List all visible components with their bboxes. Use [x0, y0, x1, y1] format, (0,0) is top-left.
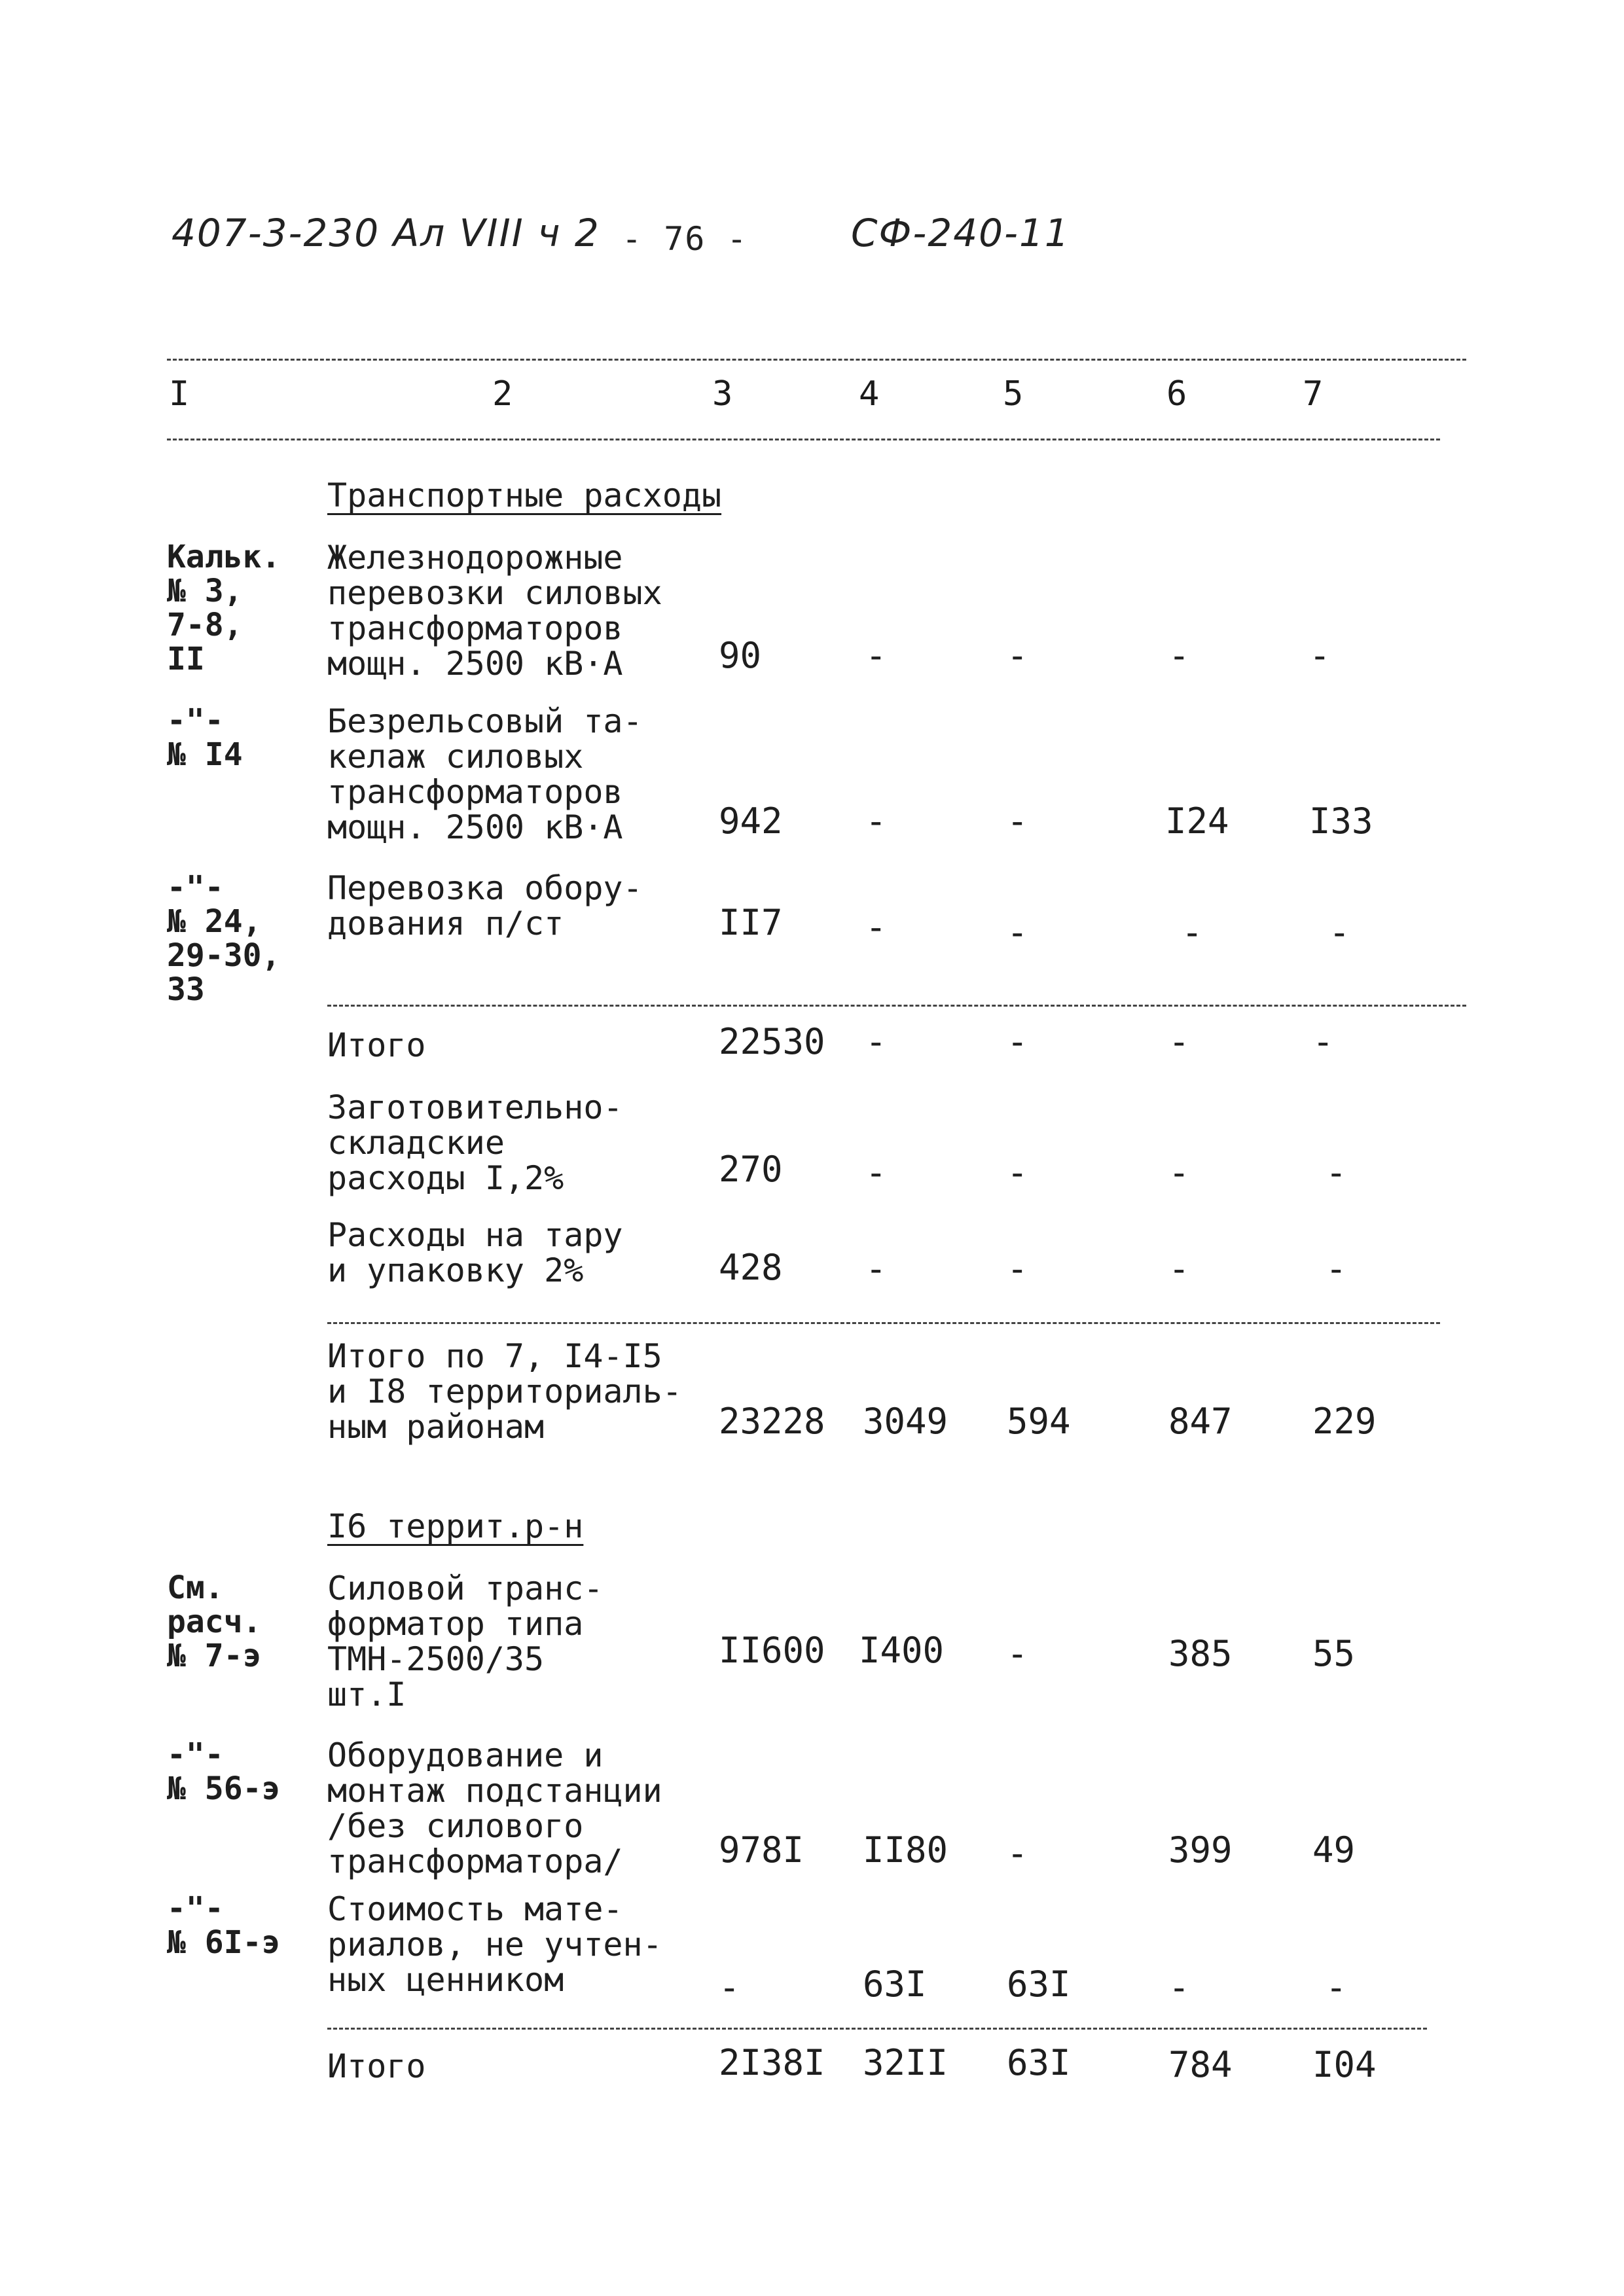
cell-col6: 847	[1168, 1401, 1233, 1442]
cell-col4: 3049	[863, 1401, 948, 1442]
cell-col5: -	[1007, 1021, 1028, 1062]
cell-col3: 270	[719, 1149, 783, 1190]
table-header-rule	[167, 439, 1440, 440]
cell-col3: 428	[719, 1247, 783, 1288]
cell-col7: 55	[1312, 1633, 1356, 1674]
row-reference: -"- № I4	[167, 702, 243, 773]
cell-col6: 784	[1168, 2044, 1233, 2085]
cell-col4: -	[865, 1248, 887, 1289]
cell-col4: 32II	[863, 2042, 948, 2083]
cell-col6: -	[1168, 1152, 1190, 1193]
cell-col5: -	[1007, 635, 1028, 676]
cell-col6: -	[1168, 635, 1190, 676]
cell-col5: -	[1007, 800, 1028, 842]
row-description: Итого	[327, 2047, 426, 2085]
cell-col4: I400	[859, 1630, 945, 1671]
cell-col6: -	[1182, 912, 1203, 953]
cell-col4: -	[865, 1021, 887, 1062]
column-number-6: 6	[1166, 374, 1187, 414]
row-description: Оборудование и монтаж подстанции /без силового трансформатора/	[327, 1736, 662, 1880]
cell-col6: -	[1168, 1967, 1190, 2008]
cell-col7: I33	[1309, 800, 1373, 842]
row-reference: См. расч. № 7-э	[167, 1570, 262, 1674]
cell-col5: -	[1007, 1833, 1028, 1874]
cell-col5: -	[1007, 1633, 1028, 1674]
column-number-3: 3	[712, 374, 733, 414]
section-heading-territory-16: I6 террит.р-н	[327, 1507, 584, 1545]
cell-col4: -	[865, 906, 887, 948]
row-reference: -"- № 56-э	[167, 1736, 281, 1807]
cell-col7: 49	[1312, 1829, 1356, 1871]
row-description: Силовой транс- форматор типа ТМН-2500/35 шт.I	[327, 1570, 604, 1713]
row-reference: Кальк. № 3, 7-8, II	[167, 539, 281, 677]
cell-col5: 63I	[1007, 2042, 1071, 2083]
document-code: 407-3-230 Ал VIII ч 2	[171, 211, 600, 255]
row-description: Итого по 7, I4-I5 и I8 территориаль- ным районам	[327, 1337, 682, 1446]
cell-col7: -	[1312, 1021, 1334, 1062]
row-description: Итого	[327, 1026, 426, 1064]
row-description: Заготовительно- складские расходы I,2%	[327, 1088, 623, 1197]
row-reference: -"- № 6I-э	[167, 1890, 281, 1961]
cell-col6: 399	[1168, 1829, 1233, 1871]
cell-col5: -	[1007, 1152, 1028, 1193]
cell-col3: -	[719, 1967, 740, 2008]
cell-col3: II600	[719, 1630, 825, 1671]
cell-col4: II80	[863, 1829, 948, 1871]
cell-col4: -	[865, 800, 887, 842]
cell-col5: 594	[1007, 1401, 1071, 1442]
cell-col7: -	[1329, 912, 1350, 953]
cell-col3: 22530	[719, 1021, 825, 1062]
cell-col7: 229	[1312, 1401, 1377, 1442]
cell-col4: 63I	[863, 1964, 927, 2005]
subtotal-rule	[327, 1005, 1466, 1007]
row-description: Расходы на тару и упаковку 2%	[327, 1216, 623, 1289]
row-reference: -"- № 24, 29-30, 33	[167, 869, 281, 1008]
column-number-4: 4	[859, 374, 880, 414]
section-heading-transport: Транспортные расходы	[327, 476, 722, 514]
row-description: Стоимость мате- риалов, не учтен- ных ценником	[327, 1890, 662, 1999]
cell-col3: 2I38I	[719, 2042, 825, 2083]
cell-col4: -	[865, 1152, 887, 1193]
column-number-1: I	[169, 374, 190, 414]
column-number-2: 2	[492, 374, 513, 414]
cell-col7: -	[1309, 635, 1331, 676]
cell-col4: -	[865, 635, 887, 676]
row-description: Железнодорожные перевозки силовых трансформаторов мощн. 2500 кВ·А	[327, 539, 662, 683]
sheet-code: СФ-240-11	[851, 211, 1070, 255]
row-description: Перевозка обору- дования п/ст	[327, 869, 643, 942]
cell-col3: II7	[719, 902, 783, 943]
page-number: - 76 -	[622, 220, 748, 258]
cell-col6: -	[1168, 1021, 1190, 1062]
subtotal-rule	[327, 1322, 1440, 1324]
cell-col7: I04	[1312, 2044, 1377, 2085]
cell-col5: 63I	[1007, 1964, 1071, 2005]
row-description: Безрельсовый та- келаж силовых трансформаторов мощн. 2500 кВ·А	[327, 702, 643, 846]
cell-col6: -	[1168, 1248, 1190, 1289]
cell-col3: 23228	[719, 1401, 825, 1442]
cell-col3: 942	[719, 800, 783, 842]
cell-col6: I24	[1165, 800, 1229, 842]
cell-col7: -	[1326, 1248, 1347, 1289]
cell-col3: 90	[719, 635, 762, 676]
cell-col7: -	[1326, 1967, 1347, 2008]
cell-col5: -	[1007, 912, 1028, 953]
table-top-rule	[167, 359, 1466, 361]
column-number-5: 5	[1003, 374, 1024, 414]
cell-col5: -	[1007, 1248, 1028, 1289]
cell-col6: 385	[1168, 1633, 1233, 1674]
cell-col7: -	[1326, 1152, 1347, 1193]
cell-col3: 978I	[719, 1829, 804, 1871]
column-number-7: 7	[1303, 374, 1324, 414]
total-rule	[327, 2028, 1427, 2030]
